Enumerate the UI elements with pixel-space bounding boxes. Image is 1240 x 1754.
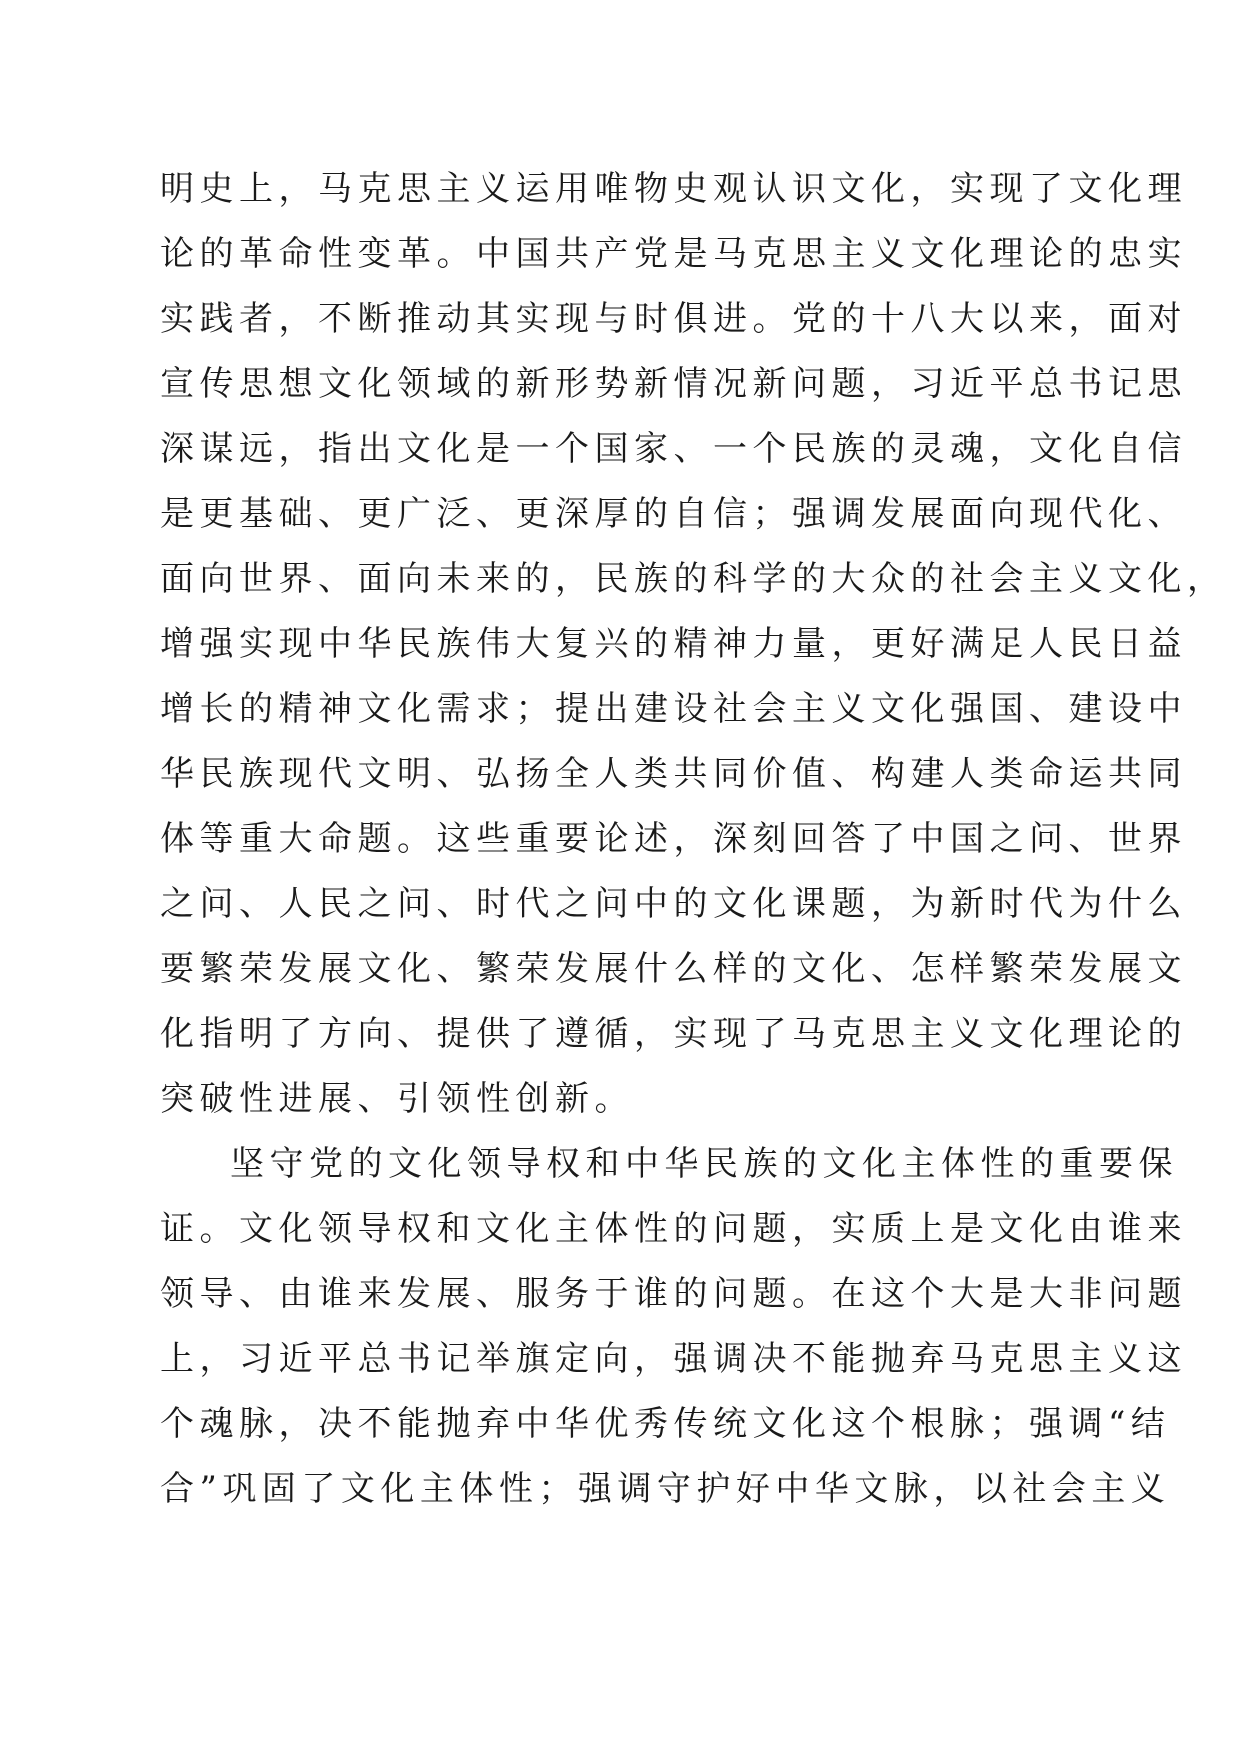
text-line: 增强实现中华民族伟大复兴的精神力量，更好满足人民日益 [160,624,1187,664]
text-line: 华民族现代文明、弘扬全人类共同价值、构建人类命运共同 [160,754,1187,794]
text-line: 明史上，马克思主义运用唯物史观认识文化，实现了文化理 [160,169,1187,209]
text-line: 上，习近平总书记举旗定向，强调决不能抛弃马克思主义这 [160,1339,1187,1379]
text-line: 证。文化领导权和文化主体性的问题，实质上是文化由谁来 [160,1209,1187,1249]
text-line: 是更基础、更广泛、更深厚的自信；强调发展面向现代化、 [160,494,1187,534]
text-line: 突破性进展、引领性创新。 [160,1079,634,1119]
paragraph-1 [160,157,1227,1132]
text-line: 体等重大命题。这些重要论述，深刻回答了中国之问、世界 [160,819,1187,859]
text-line: 增长的精神文化需求；提出建设社会主义文化强国、建设中 [160,689,1187,729]
text-line: 论的革命性变革。中国共产党是马克思主义文化理论的忠实 [160,234,1187,274]
text-line: 之问、人民之问、时代之问中的文化课题，为新时代为什么 [160,884,1187,924]
text-line-indented: 坚守党的文化领导权和中华民族的文化主体性的重要保 [230,1144,1178,1184]
text-line: 个魂脉，决不能抛弃中华优秀传统文化这个根脉；强调“结 [160,1404,1171,1444]
document-body [160,157,1227,1522]
text-line: 要繁荣发展文化、繁荣发展什么样的文化、怎样繁荣发展文 [160,949,1187,989]
text-line: 合”巩固了文化主体性；强调守护好中华文脉，以社会主义 [160,1469,1171,1509]
text-line: 实践者，不断推动其实现与时俱进。党的十八大以来，面对 [160,299,1187,339]
text-line: 宣传思想文化领域的新形势新情况新问题，习近平总书记思 [160,364,1187,404]
text-line: 领导、由谁来发展、服务于谁的问题。在这个大是大非问题 [160,1274,1187,1314]
text-line: 化指明了方向、提供了遵循，实现了马克思主义文化理论的 [160,1014,1187,1054]
paragraph-2 [160,1132,1187,1522]
text-line: 面向世界、面向未来的，民族的科学的大众的社会主义文化， [160,559,1227,599]
text-line: 深谋远，指出文化是一个国家、一个民族的灵魂，文化自信 [160,429,1187,469]
